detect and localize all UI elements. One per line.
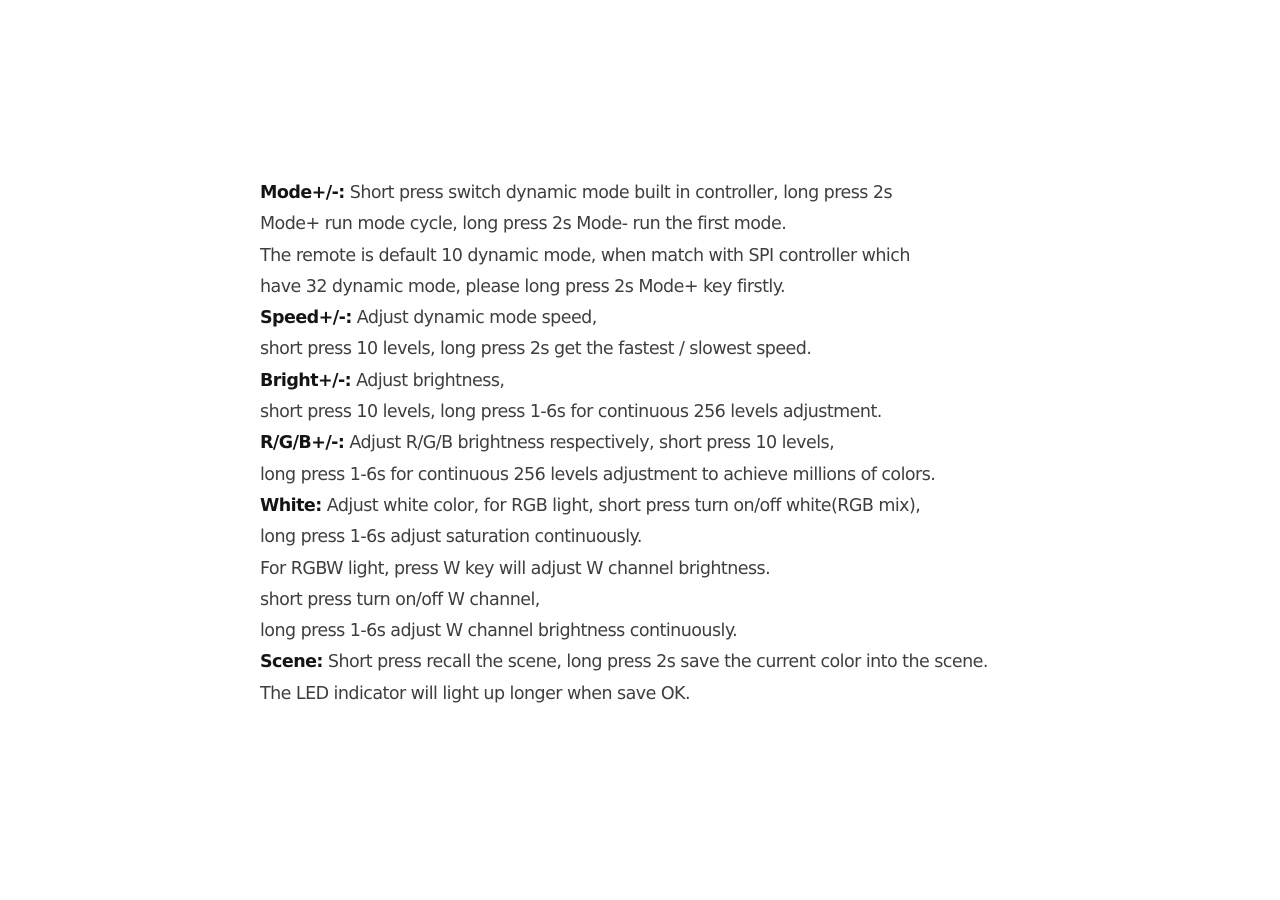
mode-key-description-line-4: [260, 272, 1240, 303]
speed-key-label: Speed+/-:: [260, 308, 352, 329]
line-text: Adjust dynamic mode speed,: [351, 308, 597, 329]
mode-key-description-line-2: [260, 209, 1240, 240]
line-text: short press 10 levels, long press 2s get the fastest / slowest speed.: [260, 339, 812, 360]
speed-key-description-line-1: [260, 303, 1240, 334]
line-text: long press 1-6s adjust W channel brightness continuously.: [260, 621, 738, 642]
mode-key-description-line-3: [260, 241, 1240, 272]
remote-instructions-text: [260, 178, 1240, 710]
scene-key-description-line-2: [260, 679, 1240, 710]
mode-key-label: Mode+/-:: [260, 183, 345, 203]
white-key-description-line-2: [260, 522, 1240, 553]
line-text: The remote is default 10 dynamic mode, when match with SPI controller which: [260, 245, 910, 266]
scene-key-description-line-1: [260, 647, 1240, 678]
bright-key-label: Bright+/-:: [260, 370, 352, 391]
mode-key-description-line-1: [260, 178, 1240, 209]
rgb-key-description-line-2: [260, 460, 1240, 491]
line-text: The LED indicator will light up longer when save OK.: [260, 683, 690, 704]
line-text: Short press recall the scene, long press 2s save the current color into the scene.: [322, 652, 988, 673]
bright-key-description-line-1: [260, 366, 1240, 397]
bright-key-description-line-2: [260, 397, 1240, 428]
rgb-key-label: R/G/B+/-:: [260, 433, 345, 454]
line-text: long press 1-6s adjust saturation continuously.: [260, 527, 642, 548]
scene-key-label: Scene:: [260, 652, 323, 673]
white-key-description-line-3: [260, 554, 1240, 585]
speed-key-description-line-2: [260, 334, 1240, 365]
white-key-description-line-5: [260, 616, 1240, 647]
line-text: Adjust R/G/B brightness respectively, short press 10 levels,: [344, 433, 835, 454]
rgb-key-description-line-1: [260, 428, 1240, 459]
line-text: have 32 dynamic mode, please long press 2s Mode+ key firstly.: [260, 276, 786, 297]
line-text: short press 10 levels, long press 1-6s for continuous 256 levels adjustment.: [260, 402, 882, 423]
white-key-description-line-4: [260, 585, 1240, 616]
line-text: short press turn on/off W channel,: [260, 589, 540, 610]
line-text: Mode+ run mode cycle, long press 2s Mode- run the first mode.: [260, 214, 787, 235]
line-text: long press 1-6s for continuous 256 levels adjustment to achieve millions of colors.: [260, 464, 936, 485]
line-text: Adjust brightness,: [351, 370, 505, 391]
white-key-label: White:: [260, 495, 322, 516]
line-text: Short press switch dynamic mode built in controller, long press 2s: [344, 183, 893, 203]
line-text: For RGBW light, press W key will adjust W channel brightness.: [260, 558, 771, 579]
white-key-description-line-1: [260, 491, 1240, 522]
line-text: Adjust white color, for RGB light, short press turn on/off white(RGB mix),: [321, 495, 921, 516]
